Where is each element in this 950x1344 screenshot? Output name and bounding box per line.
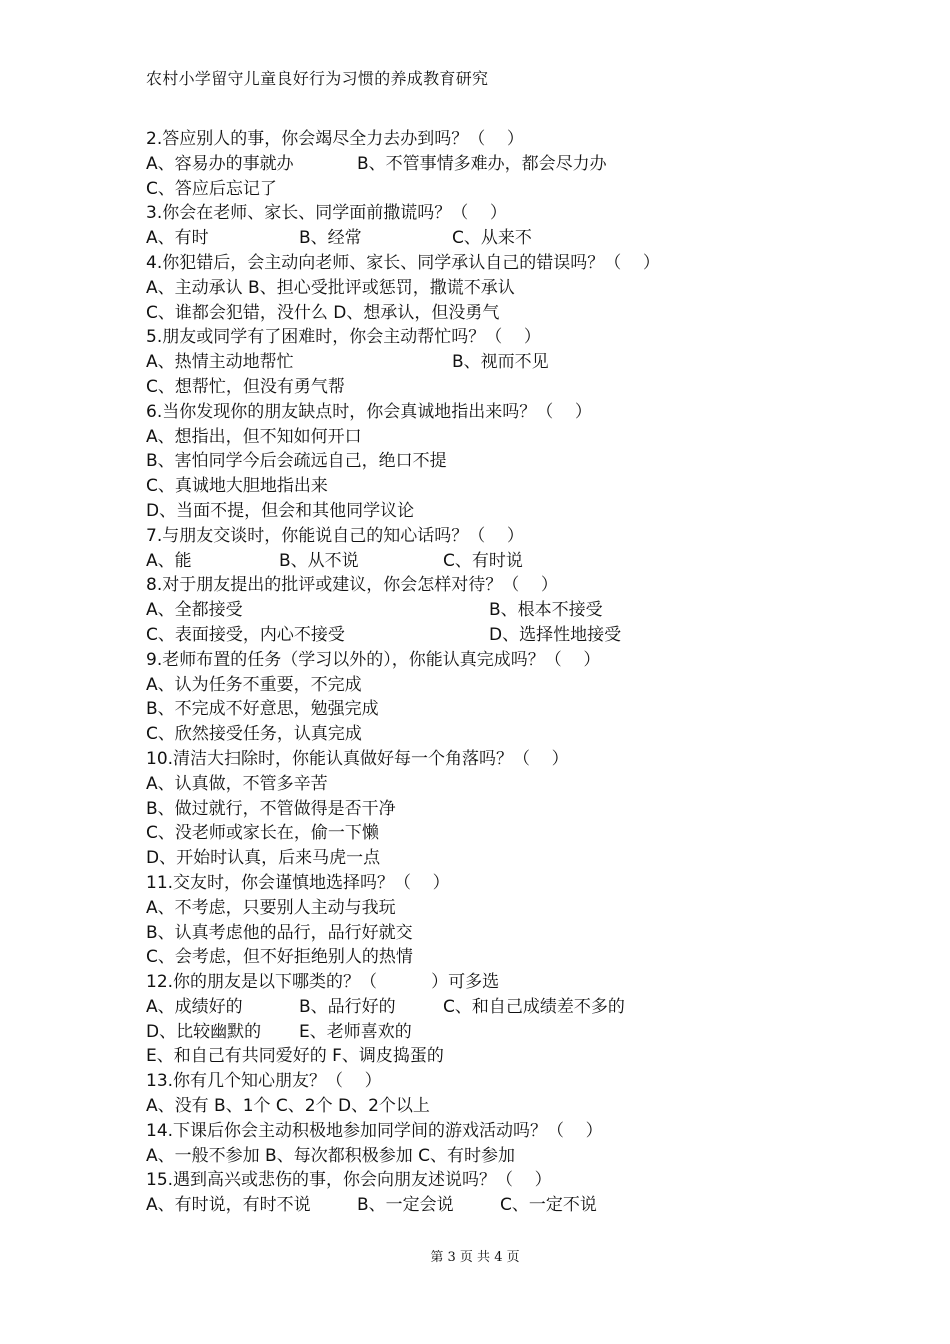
page-number: 第 3 页 共 4 页 — [430, 1250, 520, 1265]
option: D、开始时认真，后来马虎一点 — [146, 848, 381, 869]
option: A、认真做，不管多辛苦 — [146, 773, 328, 794]
option: A、没有 B、1个 C、2个 D、2个以上 — [146, 1096, 430, 1117]
option: C、欣然接受任务，认真完成 — [146, 724, 362, 745]
option-row — [146, 226, 846, 251]
option: C、想帮忙，但没有勇气帮 — [146, 376, 345, 397]
option: A、有时 — [146, 228, 209, 249]
option: C、会考虑，但不好拒绝别人的热情 — [146, 947, 413, 968]
option: D、当面不提，但会和其他同学议论 — [146, 500, 415, 521]
option: C、表面接受，内心不接受 — [146, 624, 345, 645]
option-row — [146, 722, 846, 747]
question-text: 13.你有几个知心朋友？（ ） — [146, 1071, 382, 1092]
option-row — [146, 598, 846, 623]
option-row — [146, 1144, 846, 1169]
option: E、和自己有共同爱好的 F、调皮捣蛋的 — [146, 1046, 444, 1067]
option: A、全都接受 — [146, 600, 243, 621]
option: B、一定会说 — [357, 1195, 454, 1216]
option: C、真诚地大胆地指出来 — [146, 476, 328, 497]
question-text: 8.对于朋友提出的批评或建议，你会怎样对待？（ ） — [146, 575, 558, 596]
option-row — [146, 177, 846, 202]
option-row — [146, 425, 846, 450]
option-row — [146, 821, 846, 846]
option: B、认真考虑他的品行，品行好就交 — [146, 922, 413, 943]
option-row — [146, 995, 846, 1020]
option-row — [146, 623, 846, 648]
option: A、想指出，但不知如何开口 — [146, 426, 362, 447]
option-row — [146, 276, 846, 301]
option: A、有时说，有时不说 — [146, 1195, 311, 1216]
option-row — [146, 350, 846, 375]
option-row — [146, 152, 846, 177]
option-row — [146, 1193, 846, 1218]
questionnaire — [146, 127, 846, 1218]
question-text: 2.答应别人的事，你会竭尽全力去办到吗？（ ） — [146, 129, 524, 149]
option: B、从不说 — [279, 550, 359, 571]
option-row — [146, 1020, 846, 1045]
question-text: 15.遇到高兴或悲伤的事，你会向朋友述说吗？（ ） — [146, 1170, 552, 1191]
option: C、没老师或家长在，偷一下懒 — [146, 823, 379, 844]
question-text: 12.你的朋友是以下哪类的？（ ）可多选 — [146, 972, 500, 993]
option: D、比较幽默的 — [146, 1021, 262, 1042]
option-row — [146, 945, 846, 970]
option-row — [146, 697, 846, 722]
option-row — [146, 449, 846, 474]
option: C、和自己成绩差不多的 — [443, 996, 625, 1017]
option: A、一般不参加 B、每次都积极参加 C、有时参加 — [146, 1145, 515, 1166]
question-text: 10.清洁大扫除时，你能认真做好每一个角落吗？（ ） — [146, 748, 569, 769]
option-row — [146, 549, 846, 574]
option: A、成绩好的 — [146, 996, 243, 1017]
question-text: 11.交友时，你会谨慎地选择吗？（ ） — [146, 872, 450, 893]
option-row — [146, 1094, 846, 1119]
question-text: 6.当你发现你的朋友缺点时，你会真诚地指出来吗？（ ） — [146, 401, 592, 422]
option: B、根本不接受 — [489, 600, 603, 621]
option-row — [146, 797, 846, 822]
document-header: 农村小学留守儿童良好行为习惯的养成教育研究 — [146, 69, 489, 88]
option-row — [146, 846, 846, 871]
option-row — [146, 673, 846, 698]
option: B、经常 — [299, 228, 362, 249]
option-row — [146, 301, 846, 326]
option-row — [146, 1044, 846, 1069]
option-row — [146, 772, 846, 797]
option-row — [146, 921, 846, 946]
question-text: 7.与朋友交谈时，你能说自己的知心话吗？（ ） — [146, 525, 524, 546]
question-text: 5.朋友或同学有了困难时，你会主动帮忙吗？（ ） — [146, 327, 541, 348]
question-text: 14.下课后你会主动积极地参加同学间的游戏活动吗？（ ） — [146, 1120, 603, 1141]
option: C、答应后忘记了 — [146, 178, 277, 199]
option: B、品行好的 — [299, 996, 396, 1017]
question-text: 3.你会在老师、家长、同学面前撒谎吗？（ ） — [146, 203, 507, 224]
question-text: 9.老师布置的任务（学习以外的），你能认真完成吗？（ ） — [146, 649, 601, 670]
option-row — [146, 896, 846, 921]
option: E、老师喜欢的 — [299, 1021, 412, 1042]
question-text: 4.你犯错后，会主动向老师、家长、同学承认自己的错误吗？（ ） — [146, 252, 660, 273]
option: A、不考虑，只要别人主动与我玩 — [146, 897, 396, 918]
option: C、谁都会犯错，没什么 D、想承认，但没勇气 — [146, 302, 500, 323]
option-row — [146, 474, 846, 499]
option: A、容易办的事就办 — [146, 153, 294, 174]
option: A、主动承认 B、担心受批评或惩罚，撒谎不承认 — [146, 277, 515, 298]
option: C、一定不说 — [500, 1195, 597, 1216]
option: A、认为任务不重要，不完成 — [146, 674, 362, 695]
option-row — [146, 375, 846, 400]
option: B、不完成不好意思，勉强完成 — [146, 699, 379, 720]
option: B、不管事情多难办，都会尽力办 — [357, 153, 607, 174]
option: B、做过就行，不管做得是否干净 — [146, 798, 396, 819]
option: C、有时说 — [443, 550, 523, 571]
option-row — [146, 499, 846, 524]
option: A、能 — [146, 550, 192, 571]
option: C、从来不 — [452, 228, 532, 249]
option: B、害怕同学今后会疏远自己，绝口不提 — [146, 451, 447, 472]
option: D、选择性地接受 — [489, 624, 622, 645]
option: A、热情主动地帮忙 — [146, 352, 294, 373]
option: B、视而不见 — [452, 352, 549, 373]
